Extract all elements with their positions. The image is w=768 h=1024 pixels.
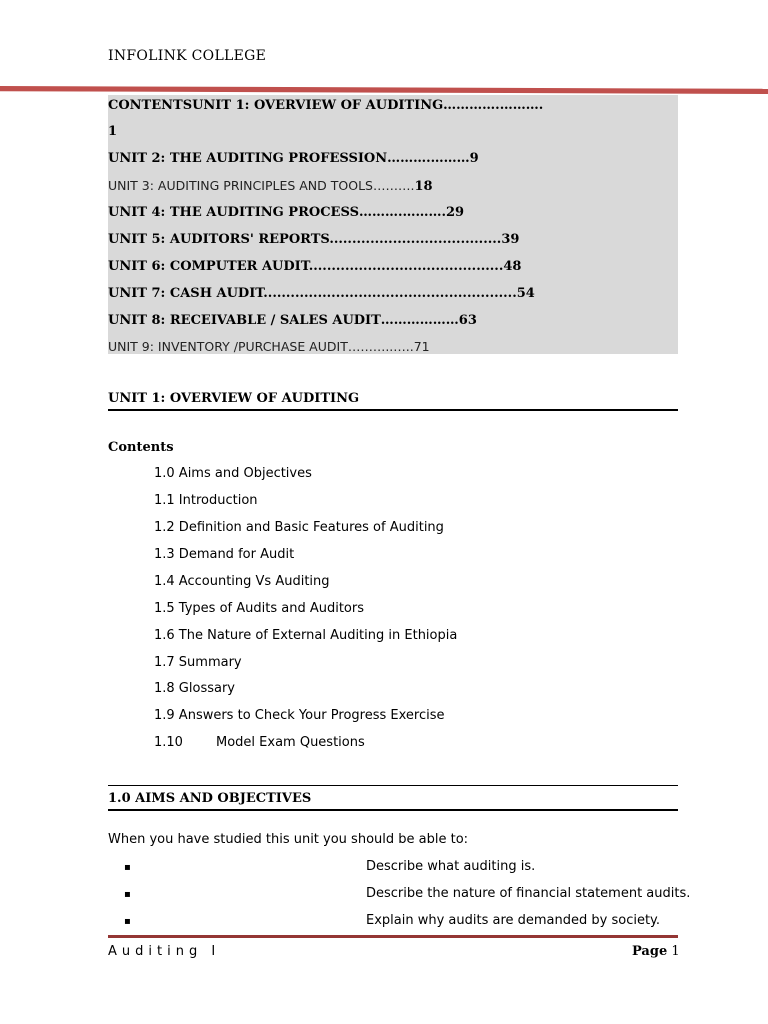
contents-title: Contents — [108, 440, 174, 455]
toc-line-unit1-page: 1 — [108, 124, 118, 139]
toc-line-unit3 — [108, 178, 433, 194]
footer-page-label: Page — [632, 944, 668, 959]
unit1-heading-rule — [108, 409, 678, 411]
footer-page-value: 1 — [671, 944, 680, 959]
aims-top-rule — [108, 785, 678, 786]
contents-item: 1.5 Types of Audits and Auditors — [154, 601, 364, 616]
bullet-marker: ▪ — [124, 916, 131, 927]
contents-item: 1.7 Summary — [154, 655, 242, 670]
unit1-heading: UNIT 1: OVERVIEW OF AUDITING — [108, 391, 360, 406]
aims-intro: When you have studied this unit you should be able to: — [108, 832, 469, 847]
toc-line-unit3-page: 18 — [414, 179, 433, 194]
toc-line-unit9: UNIT 9: INVENTORY /PURCHASE AUDIT………..…..71 — [108, 339, 430, 354]
toc-line-unit1: CONTENTSUNIT 1: OVERVIEW OF AUDITING………….………. — [108, 98, 544, 113]
contents-item: 1.0 Aims and Objectives — [154, 466, 312, 481]
contents-item: 1.6 The Nature of External Auditing in Ethiopia — [154, 628, 458, 643]
contents-item: 1.4 Accounting Vs Auditing — [154, 574, 330, 589]
toc-line-unit6: UNIT 6: COMPUTER AUDIT...........................................48 — [108, 259, 522, 274]
footer-rule — [108, 935, 678, 938]
contents-item: 1.2 Definition and Basic Features of Auditing — [154, 520, 444, 535]
aims-bottom-rule — [108, 809, 678, 811]
objective-item: Describe the nature of financial statement audits. — [366, 886, 691, 901]
contents-item: 1.9 Answers to Check Your Progress Exercise — [154, 708, 445, 723]
contents-item: 1.1 Introduction — [154, 493, 258, 508]
contents-item: 1.10 Model Exam Questions — [154, 735, 365, 750]
contents-item: 1.3 Demand for Audit — [154, 547, 295, 562]
footer-course-title: Auditing I — [108, 944, 221, 959]
objective-item: Describe what auditing is. — [366, 859, 536, 874]
header-title: INFOLINK COLLEGE — [108, 48, 267, 64]
bullet-marker: ▪ — [124, 862, 131, 873]
toc-line-unit8: UNIT 8: RECEIVABLE / SALES AUDIT………………63 — [108, 313, 477, 328]
bullet-marker: ▪ — [124, 889, 131, 900]
toc-line-unit4: UNIT 4: THE AUDITING PROCESS……….……….29 — [108, 205, 465, 220]
header-red-band — [0, 86, 768, 94]
toc-line-unit2: UNIT 2: THE AUDITING PROFESSION……….………9 — [108, 151, 479, 166]
footer-page-number — [632, 944, 680, 959]
objective-item: Explain why audits are demanded by society. — [366, 913, 661, 928]
contents-item: 1.8 Glossary — [154, 681, 235, 696]
toc-line-unit7: UNIT 7: CASH AUDIT........................................................54 — [108, 286, 535, 301]
toc-line-unit5: UNIT 5: AUDITORS' REPORTS......................................39 — [108, 232, 520, 247]
toc-line-unit3-text: UNIT 3: AUDITING PRINCIPLES AND TOOLS………. — [108, 178, 415, 193]
aims-heading: 1.0 AIMS AND OBJECTIVES — [108, 791, 312, 806]
